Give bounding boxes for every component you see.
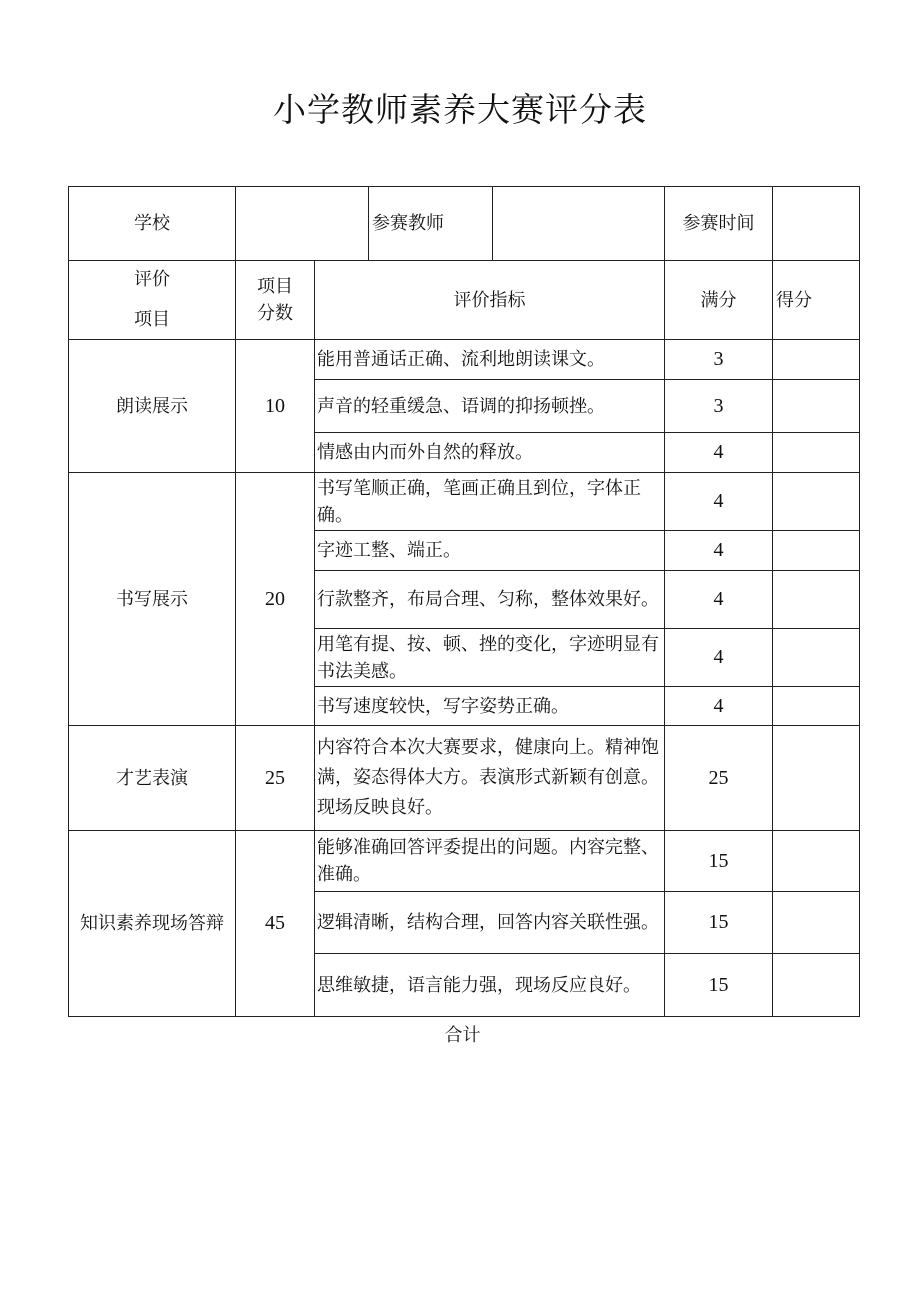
column-header-full-score: 满分 [665,261,773,340]
section-points: 20 [236,473,315,726]
section-name: 书写展示 [69,473,236,726]
criterion-text: 逻辑清晰，结构合理，回答内容关联性强。 [315,892,665,954]
criterion-text: 书写笔顺正确，笔画正确且到位，字体正确。 [315,473,665,531]
score-table [68,186,860,1017]
column-header-item [69,261,236,340]
criterion-full-score: 25 [665,726,773,831]
column-header-points [236,261,315,340]
section-points: 10 [236,340,315,473]
criterion-full-score: 15 [665,831,773,892]
column-header-points-line2: 分数 [257,303,293,324]
section-name: 朗读展示 [69,340,236,473]
criterion-score-cell[interactable] [773,954,860,1017]
criterion-score-cell[interactable] [773,531,860,571]
criterion-text: 情感由内而外自然的释放。 [315,433,665,473]
criterion-score-cell[interactable] [773,831,860,892]
criterion-text: 思维敏捷，语言能力强，现场反应良好。 [315,954,665,1017]
criterion-full-score: 4 [665,531,773,571]
section-name: 知识素养现场答辩 [69,831,236,1017]
teacher-field[interactable] [493,187,665,261]
criterion-score-cell[interactable] [773,726,860,831]
column-header-item-line2: 项目 [134,309,170,330]
school-field[interactable] [236,187,369,261]
criterion-full-score: 4 [665,687,773,726]
total-label: 合计 [444,1025,481,1046]
criterion-score-cell[interactable] [773,433,860,473]
criterion-text: 能够准确回答评委提出的问题。内容完整、准确。 [315,831,665,892]
criterion-full-score: 15 [665,892,773,954]
criterion-text: 字迹工整、端正。 [315,531,665,571]
column-header-item-line1: 评价 [134,269,170,290]
criterion-score-cell[interactable] [773,473,860,531]
criterion-score-cell[interactable] [773,571,860,629]
criterion-full-score: 4 [665,433,773,473]
criterion-text: 声音的轻重缓急、语调的抑扬顿挫。 [315,380,665,433]
time-field[interactable] [773,187,860,261]
info-row [69,187,860,261]
section-points: 25 [236,726,315,831]
table-row [69,831,860,892]
criterion-text: 用笔有提、按、顿、挫的变化，字迹明显有书法美感。 [315,629,665,687]
time-label: 参赛时间 [665,187,773,261]
criterion-text: 内容符合本次大赛要求，健康向上。精神饱满，姿态得体大方。表演形式新颖有创意。现场反映良好。 [315,726,665,831]
table-row [69,473,860,531]
criterion-full-score: 4 [665,571,773,629]
section-points: 45 [236,831,315,1017]
column-header-score: 得分 [773,261,860,340]
teacher-label: 参赛教师 [369,187,493,261]
criterion-full-score: 4 [665,473,773,531]
criterion-score-cell[interactable] [773,340,860,380]
column-header-points-line1: 项目 [257,276,293,297]
criterion-full-score: 15 [665,954,773,1017]
criterion-full-score: 3 [665,380,773,433]
table-row [69,726,860,831]
criterion-score-cell[interactable] [773,892,860,954]
criterion-score-cell[interactable] [773,380,860,433]
section-name: 才艺表演 [69,726,236,831]
criterion-text: 行款整齐，布局合理、匀称，整体效果好。 [315,571,665,629]
table-row [69,340,860,380]
school-label: 学校 [69,187,236,261]
criterion-score-cell[interactable] [773,687,860,726]
criterion-text: 能用普通话正确、流利地朗读课文。 [315,340,665,380]
column-header-criteria: 评价指标 [315,261,665,340]
criterion-score-cell[interactable] [773,629,860,687]
page-title: 小学教师素养大赛评分表 [273,90,647,129]
column-header-row [69,261,860,340]
criterion-full-score: 4 [665,629,773,687]
criterion-text: 书写速度较快，写字姿势正确。 [315,687,665,726]
criterion-full-score: 3 [665,340,773,380]
